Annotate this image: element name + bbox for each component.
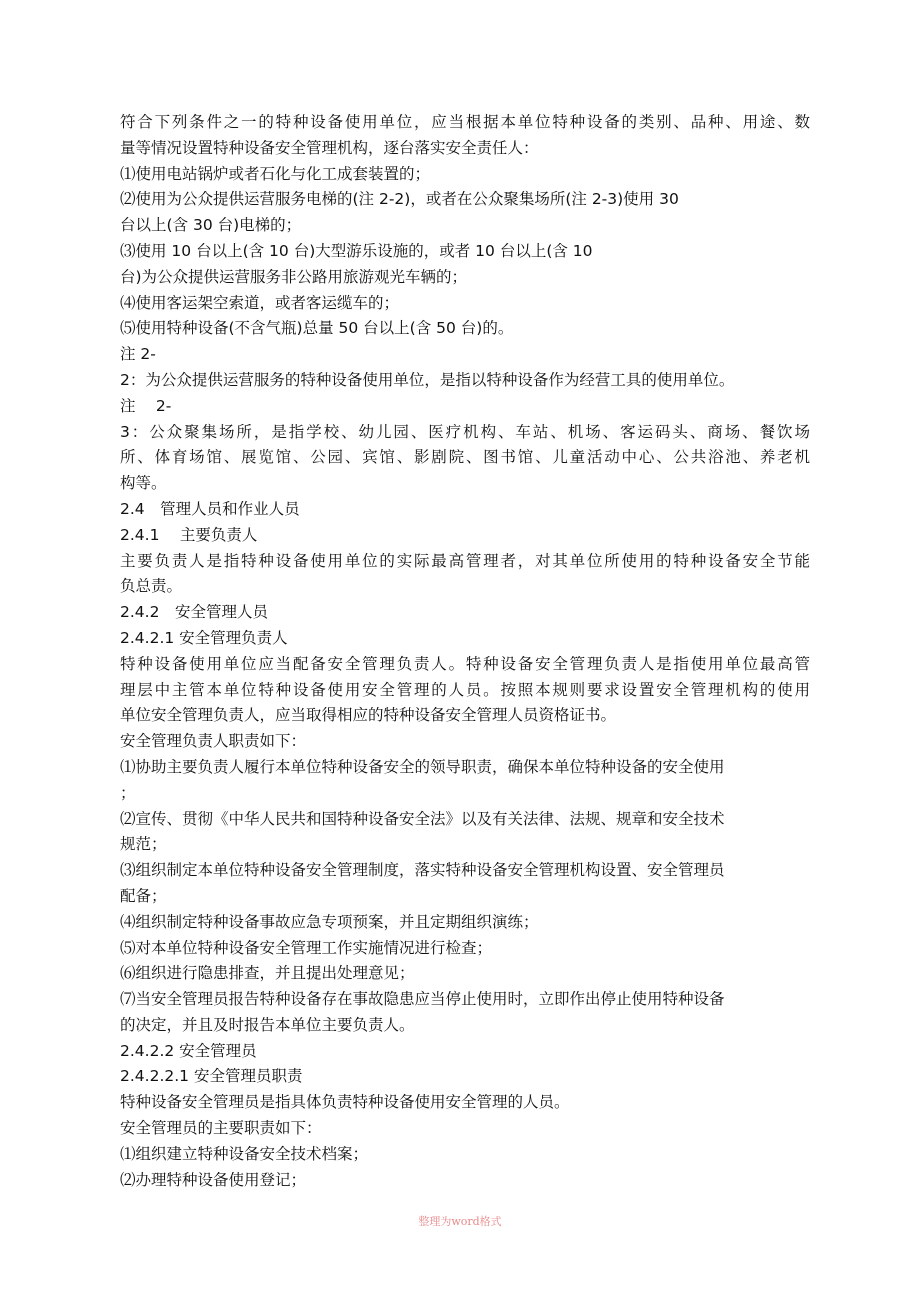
document-body bbox=[120, 110, 810, 1193]
text-line: 单位安全管理负责人，应当取得相应的特种设备安全管理人员资格证书。 bbox=[120, 706, 617, 725]
list-item: ⑴组织建立特种设备安全技术档案； bbox=[120, 1144, 369, 1163]
text-line: 符合下列条件之一的特种设备使用单位，应当根据本单位特种设备的类别、品种、用途、数 bbox=[120, 113, 810, 131]
text-line: 安全管理员的主要职责如下： bbox=[120, 1119, 322, 1138]
list-item: ⑶组织制定本单位特种设备安全管理制度，落实特种设备安全管理机构设置、安全管理员 bbox=[120, 861, 725, 880]
text-line: ； bbox=[120, 783, 136, 802]
text-line: 理层中主管本单位特种设备使用安全管理的人员。按照本规则要求设置安全管理机构的使用 bbox=[120, 680, 810, 699]
note-text: 构等。 bbox=[120, 474, 167, 493]
list-item: ⑷组织制定特种设备事故应急专项预案，并且定期组织演练； bbox=[120, 912, 539, 931]
list-item: ⑸使用特种设备(不含气瓶)总量 50 台以上(含 50 台)的。 bbox=[120, 319, 514, 338]
page-footer: 整理为word格式 bbox=[418, 1215, 502, 1228]
section-heading: 2.4.2.2.1 安全管理员职责 bbox=[120, 1067, 303, 1086]
text-line: 的决定，并且及时报告本单位主要负责人。 bbox=[120, 1015, 415, 1034]
list-item: ⑶使用 10 台以上(含 10 台)大型游乐设施的，或者 10 台以上(含 10 bbox=[120, 241, 593, 260]
section-heading: 2.4.2.2 安全管理员 bbox=[120, 1041, 257, 1060]
section-heading: 2.4.1 主要负责人 bbox=[120, 525, 258, 544]
note-text: 3：公众聚集场所，是指学校、幼儿园、医疗机构、车站、机场、客运码头、商场、餐饮场 bbox=[120, 422, 810, 441]
text-line: 配备； bbox=[120, 886, 167, 905]
section-heading: 2.4.2 安全管理人员 bbox=[120, 603, 268, 622]
section-heading: 2.4 管理人员和作业人员 bbox=[120, 499, 300, 518]
text-line: 安全管理负责人职责如下： bbox=[120, 732, 307, 751]
text-line: 量等情况设置特种设备安全管理机构，逐台落实安全责任人： bbox=[120, 138, 539, 157]
list-item: ⑺当安全管理员报告特种设备存在事故隐患应当停止使用时，立即作出停止使用特种设备 bbox=[120, 990, 725, 1009]
text-line: 负总责。 bbox=[120, 577, 183, 596]
list-item: ⑵宣传、贯彻《中华人民共和国特种设备安全法》以及有关法律、法规、规章和安全技术 bbox=[120, 809, 725, 828]
list-item: ⑸对本单位特种设备安全管理工作实施情况进行检查； bbox=[120, 938, 493, 957]
section-heading: 2.4.2.1 安全管理负责人 bbox=[120, 628, 288, 647]
list-item: ⑴使用电站锅炉或者石化与化工成套装置的； bbox=[120, 164, 431, 183]
note-text: 所、体育场馆、展览馆、公园、宾馆、影剧院、图书馆、儿童活动中心、公共浴池、养老机 bbox=[120, 448, 810, 467]
text-line: 特种设备使用单位应当配备安全管理负责人。特种设备安全管理负责人是指使用单位最高管 bbox=[120, 654, 810, 673]
text-line: 台)为公众提供运营服务非公路用旅游观光车辆的； bbox=[120, 267, 468, 286]
note-text: 2：为公众提供运营服务的特种设备使用单位，是指以特种设备作为经营工具的使用单位。 bbox=[120, 370, 735, 389]
text-line: 特种设备安全管理员是指具体负责特种设备使用安全管理的人员。 bbox=[120, 1093, 570, 1112]
note-label: 注 2- bbox=[120, 396, 172, 415]
text-line: 主要负责人是指特种设备使用单位的实际最高管理者，对其单位所使用的特种设备安全节能 bbox=[120, 551, 810, 570]
list-item: ⑵办理特种设备使用登记； bbox=[120, 1170, 307, 1189]
text-line: 台以上(含 30 台)电梯的； bbox=[120, 216, 302, 235]
note-label: 注 2- bbox=[120, 345, 156, 364]
list-item: ⑷使用客运架空索道，或者客运缆车的； bbox=[120, 293, 400, 312]
list-item: ⑵使用为公众提供运营服务电梯的(注 2-2)，或者在公众聚集场所(注 2-3)使用 30 bbox=[120, 190, 679, 209]
list-item: ⑹组织进行隐患排查，并且提出处理意见； bbox=[120, 964, 415, 983]
list-item: ⑴协助主要负责人履行本单位特种设备安全的领导职责，确保本单位特种设备的安全使用 bbox=[120, 757, 725, 776]
text-line: 规范； bbox=[120, 835, 167, 854]
